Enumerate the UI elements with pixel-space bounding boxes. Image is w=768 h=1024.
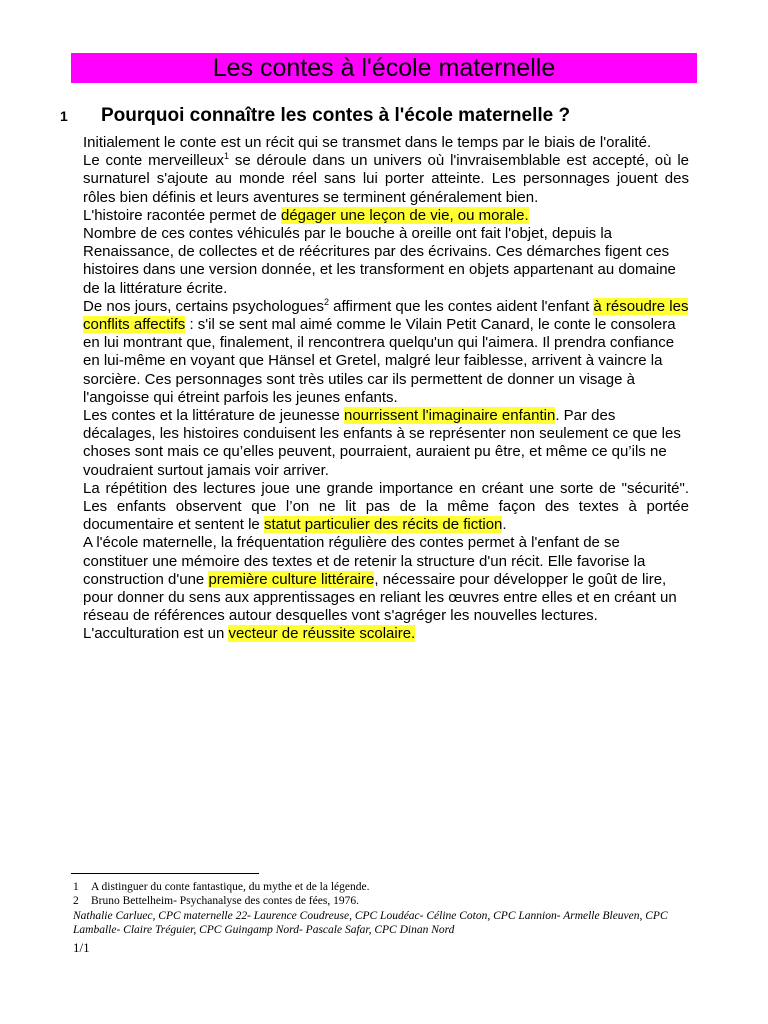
paragraph-repetition [83,480,689,535]
paragraph-oralite: Initialement le conte est un récit qui se transmet dans le temps par le biais de l'oralité. [83,134,652,151]
paragraph-acculturation [83,625,689,643]
footnote-number: 1 [73,881,79,893]
text-run: se déroule dans un univers où l'invraisemblable est accepté, où le surnaturel s'ajoute au monde réel sans lui porter atteinte. Les personnages jouent des rôles bien définis et leurs aventures se terminent généralement bien. [83,152,689,206]
text-run: A l'école maternelle, la fréquentation régulière des contes permet à l'enfant de se constituer une mémoire des textes et de retenir la structure d'un récit. Elle favorise la construction d'une [83,534,646,588]
highlight-imaginaire: nourrissent l'imaginaire enfantin [344,407,556,425]
highlight-culture: première culture littéraire [208,570,375,588]
footnote-text: A distinguer du conte fantastique, du mythe et de la légende. [91,881,370,893]
paragraph-conte-merveilleux [83,152,689,207]
section-heading-text: Pourquoi connaître les contes à l'école maternelle ? [101,105,571,126]
authors-credits: Nathalie Carluec, CPC maternelle 22- Laurence Coudreuse, CPC Loudéac- Céline Coton, CPC Lannion- Armelle Bleuven, CPC Lamballe- Claire Tréguier, CPC Guingamp Nord- Pascale Safar, CPC Dinan Nord [73,909,668,937]
highlight-fiction: statut particulier des récits de fiction [263,516,503,534]
highlight-conflits: à résoudre les conflits affectifs [83,297,689,334]
text-run: L'histoire racontée permet de [83,206,281,224]
footnote-ref-1: 1 [223,151,229,162]
footnote-number: 2 [73,895,79,908]
text-run: De nos jours, certains psychologues [83,297,324,315]
text-run: Le conte merveilleux [83,152,224,170]
page-number: 1/1 [73,940,90,955]
paragraph-ecole-maternelle [83,534,689,625]
text-run: . [502,516,507,534]
document-title: Les contes à l'école maternelle [212,54,556,82]
text-run: : s'il se sent mal aimé comme le Vilain Petit Canard, le conte le consolera en lui montrant que, finalement, il rencontrera quelqu'un qui l'aimera. Il prendra confiance en lui-même en voyant que Hänsel et Gretel, malgré leur faiblesse, arrivent à vaincre la sorcière. Ces personnages sont très utiles car ils permettent de donner un visage à l'angoisse qui étreint parfois les jeunes enfants. [83,316,676,406]
footnotes [73,880,713,938]
paragraph-morale [83,207,689,225]
text-run: affirment que les contes aident l'enfant [328,297,594,315]
text-run: Les contes et la littérature de jeunesse [83,407,344,425]
footnote-separator [71,873,259,874]
footnote-ref-2: 2 [323,296,329,307]
document-title-bar [71,53,697,83]
footnote [73,880,713,894]
paragraph-imaginaire [83,407,689,480]
highlight-reussite: vecteur de réussite scolaire. [228,625,416,643]
paragraph-reecritures: Nombre de ces contes véhiculés par le bouche à oreille ont fait l'objet, depuis la Renaissance, de collectes et de réécritures par des écrivains. Ces démarches figent ces histoires dans une version donnée, et les transforment en objets appartenant au domaine de la littérature écrite. [83,225,676,297]
highlight-morale: dégager une leçon de vie, ou morale. [280,206,529,224]
footnote-text: Bruno Bettelheim- Psychanalyse des contes de fées, 1976. [91,895,359,908]
text-run: L'acculturation est un [83,625,229,643]
footnote [73,894,713,908]
text-run: , nécessaire pour développer le goût de lire, pour donner du sens aux apprentissages en reliant les œuvres entre elles et en créant un réseau de références autour desquelles vont s'agréger les nouvelles lectures. [83,570,677,625]
section-number: 1 [60,108,68,124]
paragraph-psychologues [83,298,689,407]
text-run: . Par des décalages, les histoires conduisent les enfants à se représenter non seulement ce que les choses sont mais ce qu’elles peuvent, pourraient, auraient pu être, et même ce qu’ils ne voudraient surtout jamais voir arriver. [83,407,681,479]
text-run: La répétition des lectures joue une grande importance en créant une sorte de "sécurité". Les enfants observent que l’on ne lit pas de la même façon des textes à portée documentaire et sentent le [83,479,689,534]
body-text [83,134,689,644]
section-heading [60,103,740,129]
